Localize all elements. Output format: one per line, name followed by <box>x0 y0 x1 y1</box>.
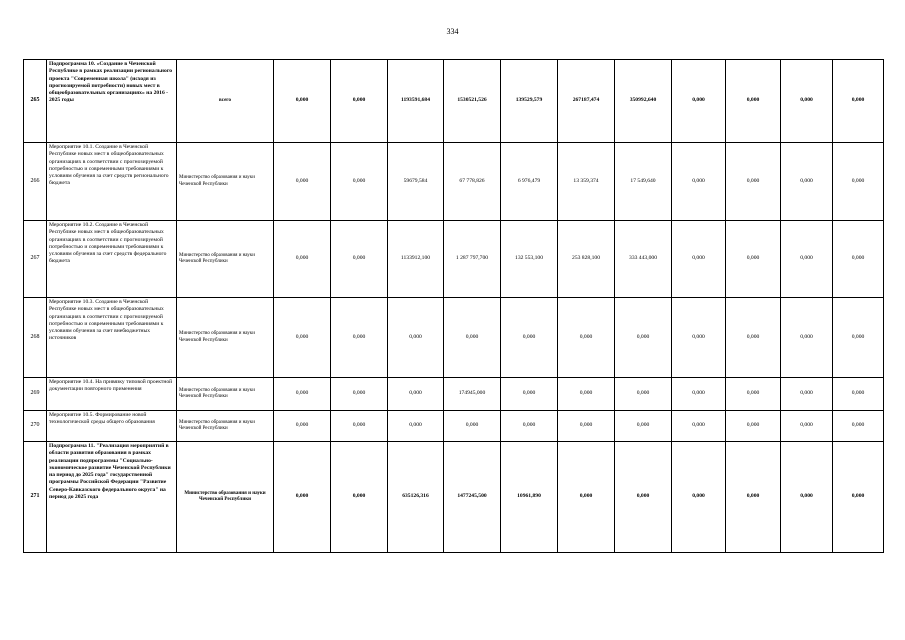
responsible-executor: Министерство образования и науки Чеченской Республики <box>177 143 274 221</box>
amount-cell: 0,000 <box>726 442 781 553</box>
amount-cell: 0,000 <box>781 411 833 442</box>
amount-cell: 0,000 <box>331 221 388 298</box>
responsible-executor: Министерство образования и науки Чеченской Республики <box>177 378 274 411</box>
program-name: Подпрограмма 10. «Создание в Чеченской Республике в рамках реализации регионального проекта "Современная школа" (исходя из прогнозируемой потребности) новых мест в общеобразовательных организациях» на 2016 - 2025 годы <box>47 60 177 143</box>
row-number: 270 <box>24 411 47 442</box>
responsible-executor: Министерство образования и науки Чеченской Республики <box>177 298 274 378</box>
amount-cell: 0,000 <box>388 378 444 411</box>
amount-cell: 0,000 <box>331 378 388 411</box>
amount-cell: 635126,316 <box>388 442 444 553</box>
table-body <box>24 60 884 553</box>
amount-cell: 67 778,826 <box>444 143 501 221</box>
amount-cell: 350992,640 <box>615 60 672 143</box>
program-name: Мероприятие 10.4. На привязку типовой проектной документации повторного применения <box>47 378 177 411</box>
amount-cell: 59679,584 <box>388 143 444 221</box>
amount-cell: 1193591,684 <box>388 60 444 143</box>
table-row <box>24 298 884 378</box>
amount-cell: 0,000 <box>781 442 833 553</box>
amount-cell: 0,000 <box>833 221 884 298</box>
amount-cell: 0,000 <box>444 298 501 378</box>
table-row <box>24 442 884 553</box>
table-row <box>24 221 884 298</box>
amount-cell: 0,000 <box>501 378 558 411</box>
amount-cell: 1530521,526 <box>444 60 501 143</box>
amount-cell: 6 976,479 <box>501 143 558 221</box>
amount-cell: 0,000 <box>781 378 833 411</box>
amount-cell: 333 443,000 <box>615 221 672 298</box>
budget-table <box>23 59 884 553</box>
program-name: Мероприятие 10.1. Создание в Чеченской Республике новых мест в общеобразовательных организациях в соответствии с прогнозируемой потребностью и современными требованиями к условиям обучения за счет средств регионального бюджета <box>47 143 177 221</box>
amount-cell: 0,000 <box>833 378 884 411</box>
amount-cell: 0,000 <box>331 298 388 378</box>
amount-cell: 0,000 <box>672 298 726 378</box>
amount-cell: 17 549,640 <box>615 143 672 221</box>
amount-cell: 0,000 <box>331 143 388 221</box>
amount-cell: 0,000 <box>833 411 884 442</box>
amount-cell: 0,000 <box>274 221 331 298</box>
amount-cell: 0,000 <box>558 378 615 411</box>
amount-cell: 0,000 <box>331 442 388 553</box>
amount-cell: 253 828,100 <box>558 221 615 298</box>
responsible-executor: Министерство образования и науки Чеченской Республики <box>177 411 274 442</box>
amount-cell: 0,000 <box>672 378 726 411</box>
amount-cell: 0,000 <box>833 60 884 143</box>
amount-cell: 0,000 <box>672 411 726 442</box>
amount-cell: 1 287 797,700 <box>444 221 501 298</box>
amount-cell: 0,000 <box>558 411 615 442</box>
amount-cell: 0,000 <box>388 298 444 378</box>
amount-cell: 0,000 <box>781 298 833 378</box>
amount-cell: 0,000 <box>615 442 672 553</box>
table-row <box>24 411 884 442</box>
amount-cell: 0,000 <box>615 411 672 442</box>
amount-cell: 0,000 <box>501 298 558 378</box>
row-number: 271 <box>24 442 47 553</box>
row-number: 268 <box>24 298 47 378</box>
program-name: Мероприятие 10.5. Формирование новой технологической среды общего образования <box>47 411 177 442</box>
amount-cell: 0,000 <box>274 298 331 378</box>
amount-cell: 0,000 <box>726 378 781 411</box>
amount-cell: 0,000 <box>274 411 331 442</box>
row-number: 265 <box>24 60 47 143</box>
row-number: 269 <box>24 378 47 411</box>
responsible-executor: Министерство образования и науки Чеченской Республики <box>177 221 274 298</box>
amount-cell: 0,000 <box>726 298 781 378</box>
amount-cell: 0,000 <box>672 143 726 221</box>
amount-cell: 0,000 <box>274 442 331 553</box>
amount-cell: 1477245,500 <box>444 442 501 553</box>
amount-cell: 0,000 <box>672 60 726 143</box>
amount-cell: 0,000 <box>558 298 615 378</box>
amount-cell: 0,000 <box>274 378 331 411</box>
amount-cell: 0,000 <box>781 60 833 143</box>
amount-cell: 0,000 <box>331 411 388 442</box>
amount-cell: 0,000 <box>558 442 615 553</box>
amount-cell: 0,000 <box>672 442 726 553</box>
amount-cell: 0,000 <box>274 143 331 221</box>
program-name: Подпрограмма 11. "Реализация мероприятий в области развития образования в рамках реализации подпрограммы "Социально-экономическое развитие Чеченской Республики на период до 2025 года" государственной программы Российской Федерации "Развитие Северо-Кавказского федерального округа" на период до 2025 года <box>47 442 177 553</box>
page-number: 334 <box>446 27 459 36</box>
amount-cell: 0,000 <box>726 221 781 298</box>
amount-cell: 0,000 <box>672 221 726 298</box>
amount-cell: 0,000 <box>274 60 331 143</box>
program-name: Мероприятие 10.3. Создание в Чеченской Республике новых мест в общеобразовательных организациях в соответствии с прогнозируемой потребностью и современными требованиями к условиям обучения за счет внебюджетных источников <box>47 298 177 378</box>
table-row <box>24 378 884 411</box>
row-number: 267 <box>24 221 47 298</box>
amount-cell: 174945,000 <box>444 378 501 411</box>
program-name: Мероприятие 10.2. Создание в Чеченской Республике новых мест в общеобразовательных организациях в соответствии с прогнозируемой потребностью и современными требованиями к условиям обучения за счет средств федерального бюджета <box>47 221 177 298</box>
amount-cell: 139529,579 <box>501 60 558 143</box>
amount-cell: 0,000 <box>501 411 558 442</box>
amount-cell: 0,000 <box>726 411 781 442</box>
amount-cell: 0,000 <box>781 143 833 221</box>
amount-cell: 0,000 <box>726 143 781 221</box>
amount-cell: 0,000 <box>444 411 501 442</box>
amount-cell: 0,000 <box>833 442 884 553</box>
amount-cell: 0,000 <box>833 298 884 378</box>
table-row <box>24 143 884 221</box>
amount-cell: 0,000 <box>726 60 781 143</box>
table-row <box>24 60 884 143</box>
amount-cell: 0,000 <box>331 60 388 143</box>
responsible-executor: всего <box>177 60 274 143</box>
amount-cell: 1133912,100 <box>388 221 444 298</box>
amount-cell: 132 553,100 <box>501 221 558 298</box>
amount-cell: 0,000 <box>388 411 444 442</box>
amount-cell: 10961,890 <box>501 442 558 553</box>
row-number: 266 <box>24 143 47 221</box>
amount-cell: 267187,474 <box>558 60 615 143</box>
amount-cell: 13 359,374 <box>558 143 615 221</box>
amount-cell: 0,000 <box>833 143 884 221</box>
amount-cell: 0,000 <box>615 298 672 378</box>
amount-cell: 0,000 <box>615 378 672 411</box>
amount-cell: 0,000 <box>781 221 833 298</box>
responsible-executor: Министерство образования и науки Чеченской Республики <box>177 442 274 553</box>
